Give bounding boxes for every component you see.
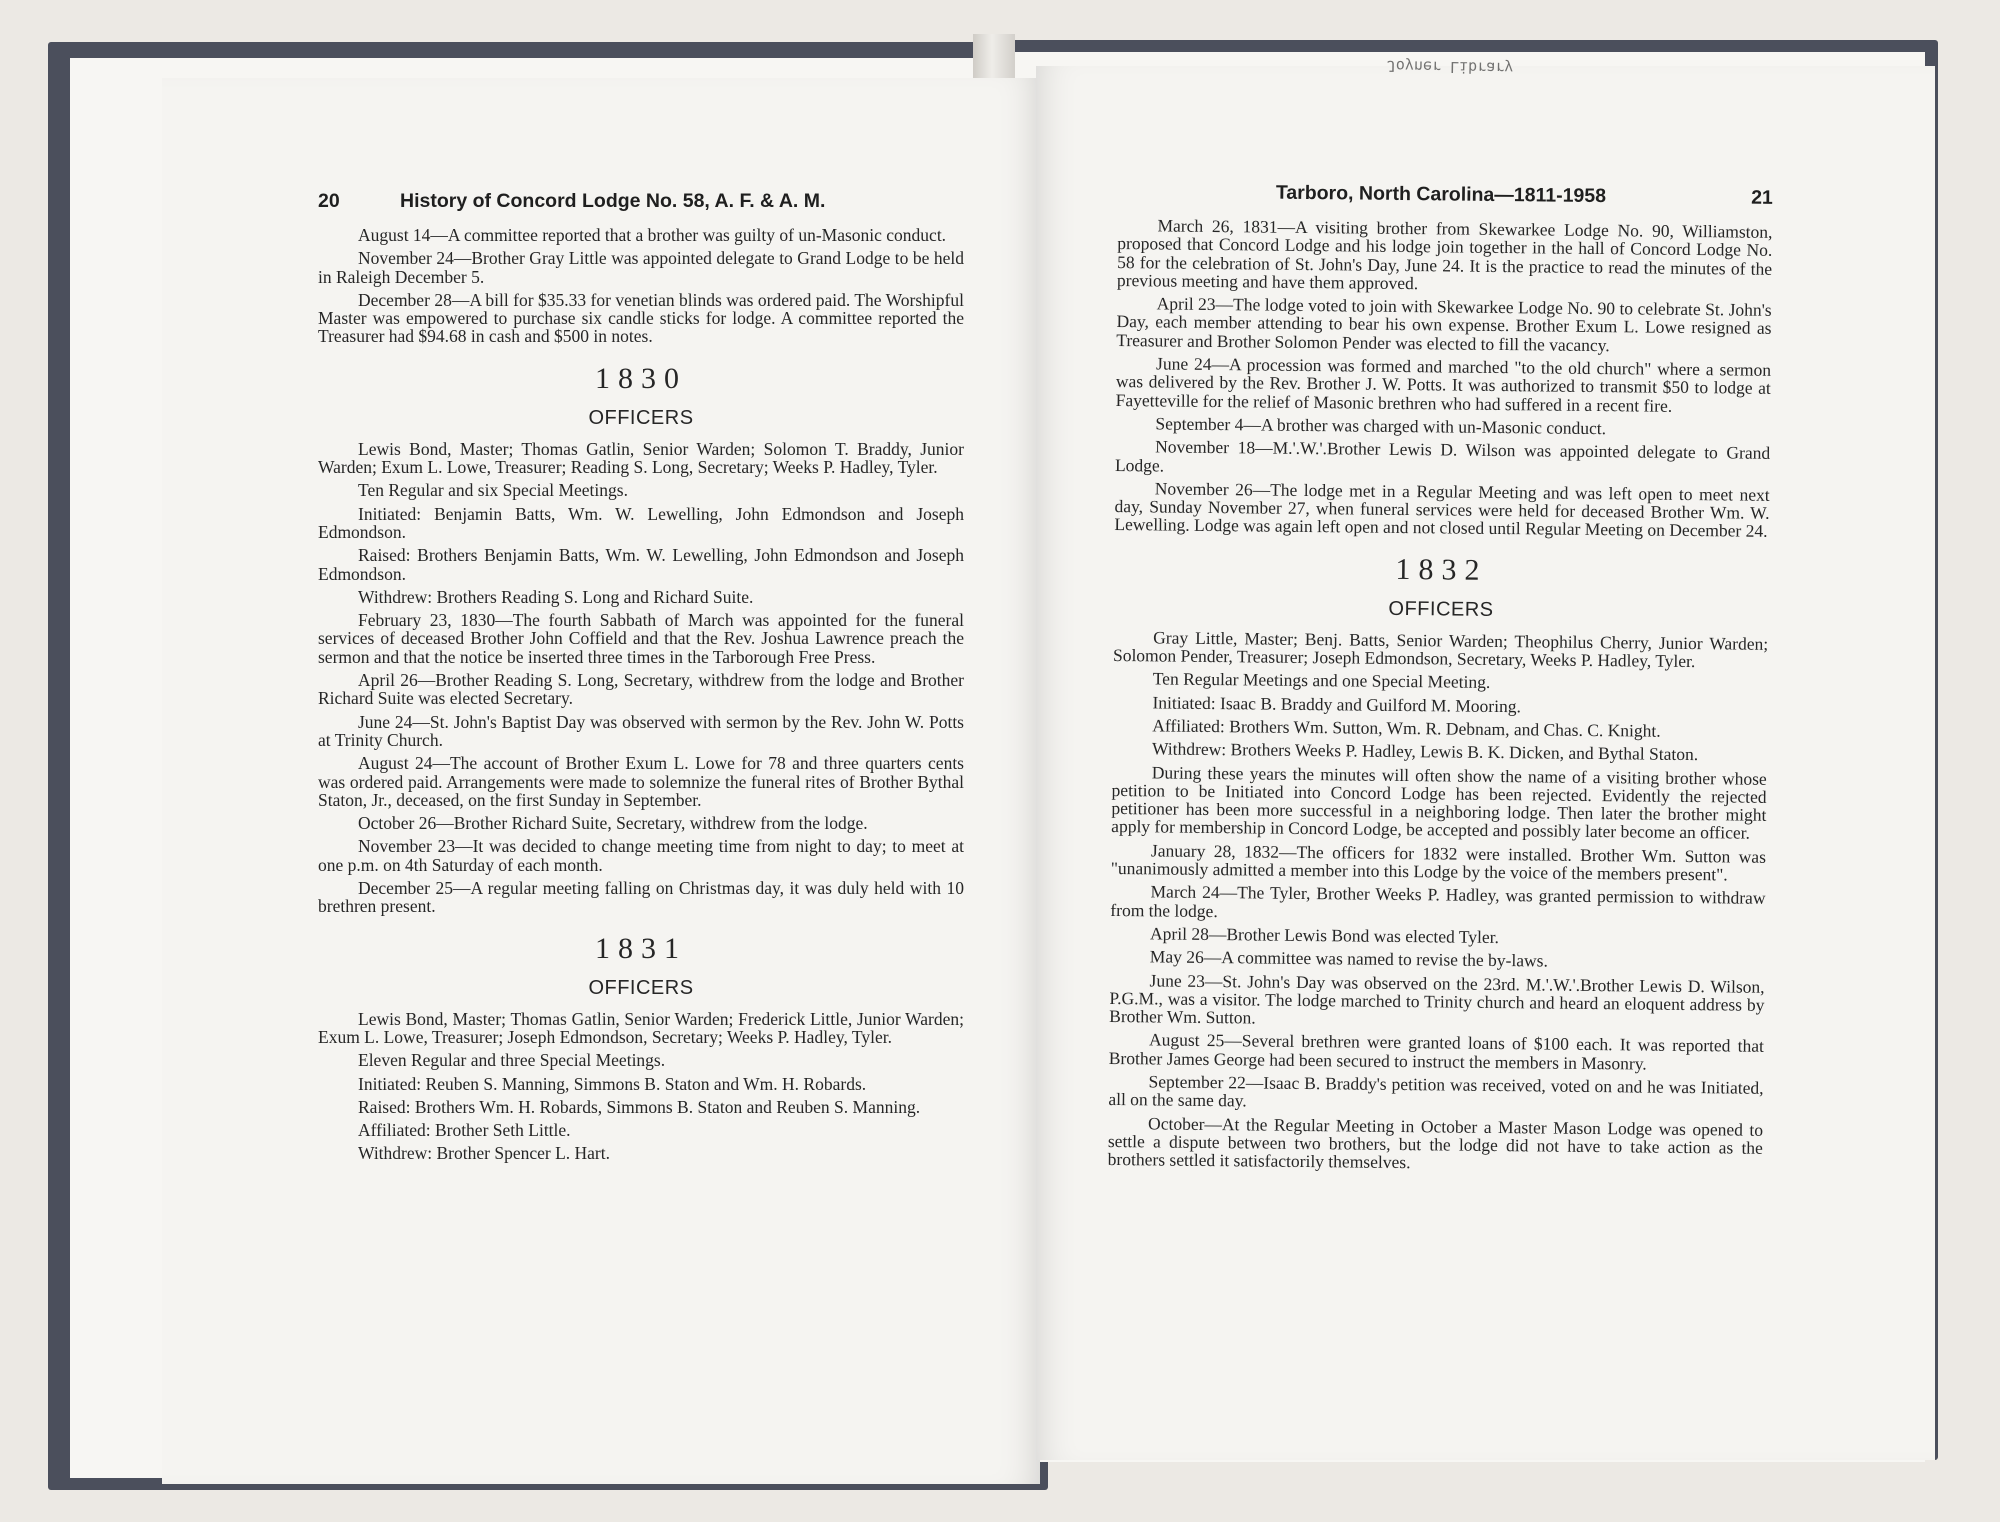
paragraph: September 4—A brother was charged with un-Masonic conduct. [1155,413,1607,439]
paragraph: Initiated: Isaac B. Braddy and Guilford M. Mooring. [1152,692,1522,716]
page-number: 20 [318,190,340,212]
paragraph: Withdrew: Brother Spencer L. Hart. [358,1143,610,1164]
year-heading: 1831 [595,931,687,965]
section-heading: OFFICERS [588,406,694,429]
paragraph: Lewis Bond, Master; Thomas Gatlin, Senior Warden; Frederick Little, Junior Warden; Exum L. Lowe, Treasurer; Joseph Edmondson, Secretary; Weeks P. Hadley, Tyler. [318,1008,964,1047]
paragraph: May 26—A committee was named to revise the by-laws. [1149,946,1548,971]
paragraph: June 24—A procession was formed and marched "to the old church" where a sermon was delivered by the Rev. Brother J. W. Potts. It was authorized to transmit $50 to lodge at Fayetteville for the relief of Masonic brethren who had suffered in a recent fire. [1115,353,1772,416]
paragraph: Initiated: Benjamin Batts, Wm. W. Lewelling, John Edmondson and Joseph Edmondson. [318,503,964,542]
paragraph: August 25—Several brethren were granted loans of $100 each. It was reported that Brother James George had been secured to instruct the members in Masonry. [1108,1029,1765,1074]
paragraph: December 25—A regular meeting falling on Christmas day, it was duly held with 10 brethren present. [318,878,964,917]
right-page-content [1108,180,1773,1180]
paragraph: Withdrew: Brothers Reading S. Long and Richard Suite. [358,586,754,607]
paragraph: August 24—The account of Brother Exum L. Lowe for 78 and three quarters cents was ordered paid. Arrangements were made to solemnize the funeral rites of Brother Bythal Staton, Jr., deceased, on the first Sunday in September. [318,753,964,810]
paragraph: Ten Regular and six Special Meetings. [358,480,628,501]
paragraph: April 23—The lodge voted to join with Skewarkee Lodge No. 90 to celebrate St. John's Day, each member attending to bear his own expense. Brother Exum L. Lowe resigned as Treasurer and Brother Solomon Pender was elected to fill the vacancy. [1116,293,1772,355]
right-page-header [1118,180,1773,223]
paragraph: June 24—St. John's Baptist Day was observed with sermon by the Rev. John W. Potts at Trinity Church. [318,711,964,750]
paragraph: Eleven Regular and three Special Meetings. [358,1050,666,1071]
paragraph: September 22—Isaac B. Braddy's petition was received, voted on and he was Initiated, all on the same day. [1108,1071,1764,1111]
paragraph: Lewis Bond, Master; Thomas Gatlin, Senior Warden; Solomon T. Braddy, Junior Warden; Exum L. Lowe, Treasurer; Reading S. Long, Secretary; Weeks P. Hadley, Tyler. [318,438,964,478]
paragraph: February 23, 1830—The fourth Sabbath of March was appointed for the funeral services of deceased Brother John Coffield and that the Rev. Joshua Lawrence preach the sermon and that the notice be inserted three times in the Tarborough Free Press. [318,610,964,667]
year-heading: 1830 [595,361,687,395]
paragraph: Affiliated: Brothers Wm. Sutton, Wm. R. Debnam, and Chas. C. Knight. [1152,715,1661,741]
paragraph: Gray Little, Master; Benj. Batts, Senior Warden; Theophilus Cherry, Junior Warden; Solomon Pender, Treasurer; Joseph Edmondson, Secretary, Weeks P. Hadley, Tyler. [1112,627,1769,672]
paragraph: October 26—Brother Richard Suite, Secretary, withdrew from the lodge. [358,813,868,834]
paragraph: Initiated: Reuben S. Manning, Simmons B. Staton and Wm. H. Robards. [358,1073,867,1094]
page-number: 21 [1751,186,1773,209]
paragraph: Ten Regular Meetings and one Special Meeting. [1152,668,1491,693]
section-heading: OFFICERS [588,976,694,999]
paragraph: March 26, 1831—A visiting brother from Skewarkee Lodge No. 90, Williamston, proposed that Concord Lodge and his lodge join together in the hall of Concord Lodge No. 58 for the celebration of St. John's Day, June 24. It is the practice to read the minutes of the previous meeting and have them approved. [1116,215,1773,294]
paragraph: August 14—A committee reported that a brother was guilty of un-Masonic conduct. [358,225,947,245]
section-heading: OFFICERS [1388,597,1494,621]
running-title: History of Concord Lodge No. 58, A. F. & A. M. [400,190,826,212]
paragraph: January 28, 1832—The officers for 1832 were installed. Brother Wm. Sutton was "unanimously admitted a member into this Lodge by the voice of the members present". [1110,840,1767,885]
paragraph: November 24—Brother Gray Little was appointed delegate to Grand Lodge to be held in Raleigh December 5. [318,248,964,287]
paragraph: November 18—M.'.W.'.Brother Lewis D. Wilson was appointed delegate to Grand Lodge. [1114,436,1771,476]
paragraph: October—At the Regular Meeting in October a Master Mason Lodge was opened to settle a dispute between two brothers, but the lodge did not have to take action as the brothers settled it satisfactorily themselves. [1107,1112,1764,1173]
left-page-content [318,190,964,1168]
paragraph: During these years the minutes will often show the name of a visiting brother whose petition to be Initiated into Concord Lodge has been rejected. Evidently the rejected petitioner has been more successful in a neighboring lodge. Then later the brother might apply for membership in Concord Lodge, be accepted and possibly later become an officer. [1111,761,1767,844]
paragraph: March 24—The Tyler, Brother Weeks P. Hadley, was granted permission to withdraw from the lodge. [1110,881,1766,921]
paragraph: April 26—Brother Reading S. Long, Secretary, withdrew from the lodge and Brother Richard Suite was elected Secretary. [318,670,964,709]
paragraph: December 28—A bill for $35.33 for venetian blinds was ordered paid. The Worshipful Master was empowered to purchase six candle sticks for lodge. A committee reported the Treasurer had $94.68 in cash and $500 in notes. [318,289,964,347]
paragraph: Raised: Brothers Benjamin Batts, Wm. W. Lewelling, John Edmondson and Joseph Edmondson. [318,545,964,584]
paragraph: June 23—St. John's Day was observed on the 23rd. M.'.W.'.Brother Lewis D. Wilson, P.G.M., was a visitor. The lodge marched to Trinity church and heard an eloquent address by Brother Wm. Sutton. [1109,969,1765,1028]
year-heading: 1832 [1395,552,1488,587]
paragraph: November 26—The lodge met in a Regular Meeting and was left open to meet next day, Sunday November 27, when funeral services were held for deceased Brother Wm. W. Lewelling. Lodge was again left open and not closed until Regular Meeting on December 24. [1114,478,1770,542]
library-stamp: Joyner Library [1386,56,1514,78]
paragraph: Raised: Brothers Wm. H. Robards, Simmons B. Staton and Reuben S. Manning. [358,1096,921,1117]
paragraph: November 23—It was decided to change meeting time from night to day; to meet at one p.m. on 4th Saturday of each month. [318,836,964,875]
paragraph: Affiliated: Brother Seth Little. [358,1120,571,1141]
left-page-header [318,190,964,226]
running-title: Tarboro, North Carolina—1811-1958 [1275,181,1607,208]
paragraph: April 28—Brother Lewis Bond was elected Tyler. [1150,923,1500,947]
paragraph: Withdrew: Brothers Weeks P. Hadley, Lewis B. K. Dicken, and Bythal Staton. [1151,738,1699,765]
